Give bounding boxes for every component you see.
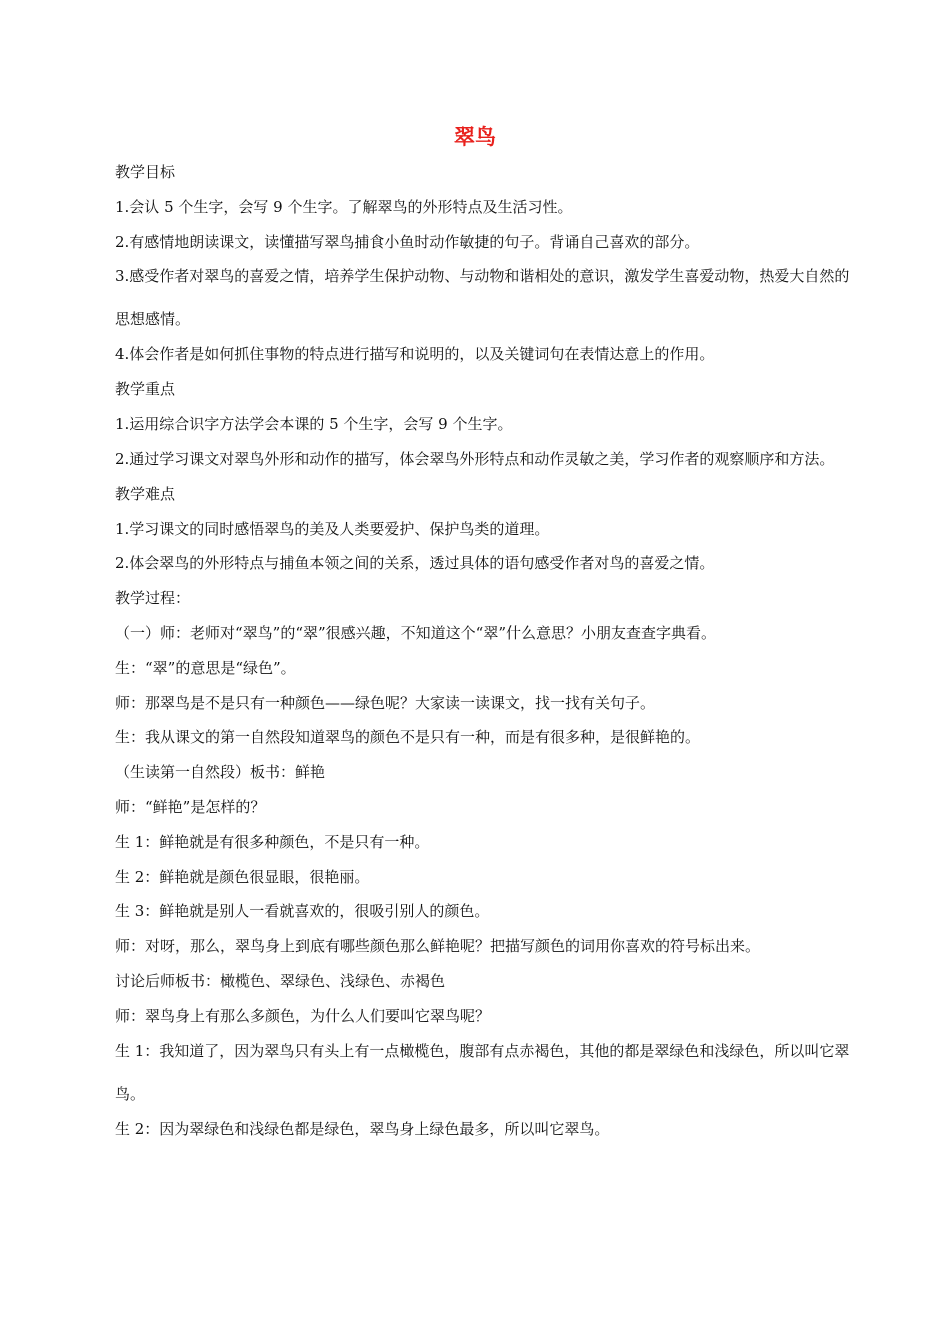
paragraph: 2.有感情地朗读课文，读懂描写翠鸟捕食小鱼时动作敏捷的句子。背诵自己喜欢的部分。 [115, 232, 700, 251]
paragraph: 1.会认 5 个生字，会写 9 个生字。了解翠鸟的外形特点及生活习性。 [115, 197, 573, 216]
section-heading: 教学目标 [115, 163, 176, 181]
paragraph: 生 2：鲜艳就是颜色很显眼，很艳丽。 [115, 867, 370, 886]
paragraph: 4.体会作者是如何抓住事物的特点进行描写和说明的，以及关键词句在表情达意上的作用。 [115, 345, 715, 364]
paragraph: 生 3：鲜艳就是别人一看就喜欢的，很吸引别人的颜色。 [115, 902, 490, 921]
paragraph: 师：翠鸟身上有那么多颜色，为什么人们要叫它翠鸟呢？ [115, 1006, 491, 1025]
paragraph: 生：我从课文的第一自然段知道翠鸟的颜色不是只有一种，而是有很多种，是很鲜艳的。 [115, 728, 701, 747]
paragraph: 师：那翠鸟是不是只有一种颜色——绿色呢？大家读一读课文，找一找有关句子。 [115, 693, 656, 712]
paragraph: 师：对呀，那么，翠鸟身上到底有哪些颜色那么鲜艳呢？把描写颜色的词用你喜欢的符号标出来。 [115, 937, 761, 956]
paragraph: 生：“翠”的意思是“绿色”。 [115, 658, 296, 677]
section-heading: 教学过程： [115, 589, 191, 608]
paragraph: 1.运用综合识字方法学会本课的 5 个生字，会写 9 个生字。 [115, 414, 513, 433]
paragraph: 2.体会翠鸟的外形特点与捕鱼本领之间的关系，透过具体的语句感受作者对鸟的喜爱之情。 [115, 554, 715, 573]
paragraph: （生读第一自然段）板书：鲜艳 [115, 763, 326, 782]
document-body [115, 161, 860, 1152]
paragraph: 3.感受作者对翠鸟的喜爱之情，培养学生保护动物、与动物和谐相处的意识，激发学生喜爱动物，热爱大自然的思想感情。 [115, 267, 850, 329]
paragraph: （一）师：老师对“翠鸟”的“翠”很感兴趣，不知道这个“翠”什么意思？小朋友查查字典看。 [115, 623, 717, 642]
paragraph: 生 1：鲜艳就是有很多种颜色，不是只有一种。 [115, 832, 430, 851]
paragraph: 1.学习课文的同时感悟翠鸟的美及人类要爱护、保护鸟类的道理。 [115, 519, 550, 538]
paragraph: 师：“鲜艳”是怎样的？ [115, 797, 266, 816]
paragraph: 2.通过学习课文对翠鸟外形和动作的描写，体会翠鸟外形特点和动作灵敏之美，学习作者的观察顺序和方法。 [115, 449, 835, 468]
document-title: 翠鸟 [454, 125, 496, 149]
section-heading: 教学难点 [115, 484, 176, 503]
section-heading: 教学重点 [115, 380, 176, 399]
paragraph: 生 1：我知道了，因为翠鸟只有头上有一点橄榄色，腹部有点赤褐色，其他的都是翠绿色和浅绿色，所以叫它翠鸟。 [115, 1041, 850, 1103]
paragraph: 生 2：因为翠绿色和浅绿色都是绿色，翠鸟身上绿色最多，所以叫它翠鸟。 [115, 1119, 610, 1138]
paragraph: 讨论后师板书：橄榄色、翠绿色、浅绿色、赤褐色 [115, 971, 446, 990]
